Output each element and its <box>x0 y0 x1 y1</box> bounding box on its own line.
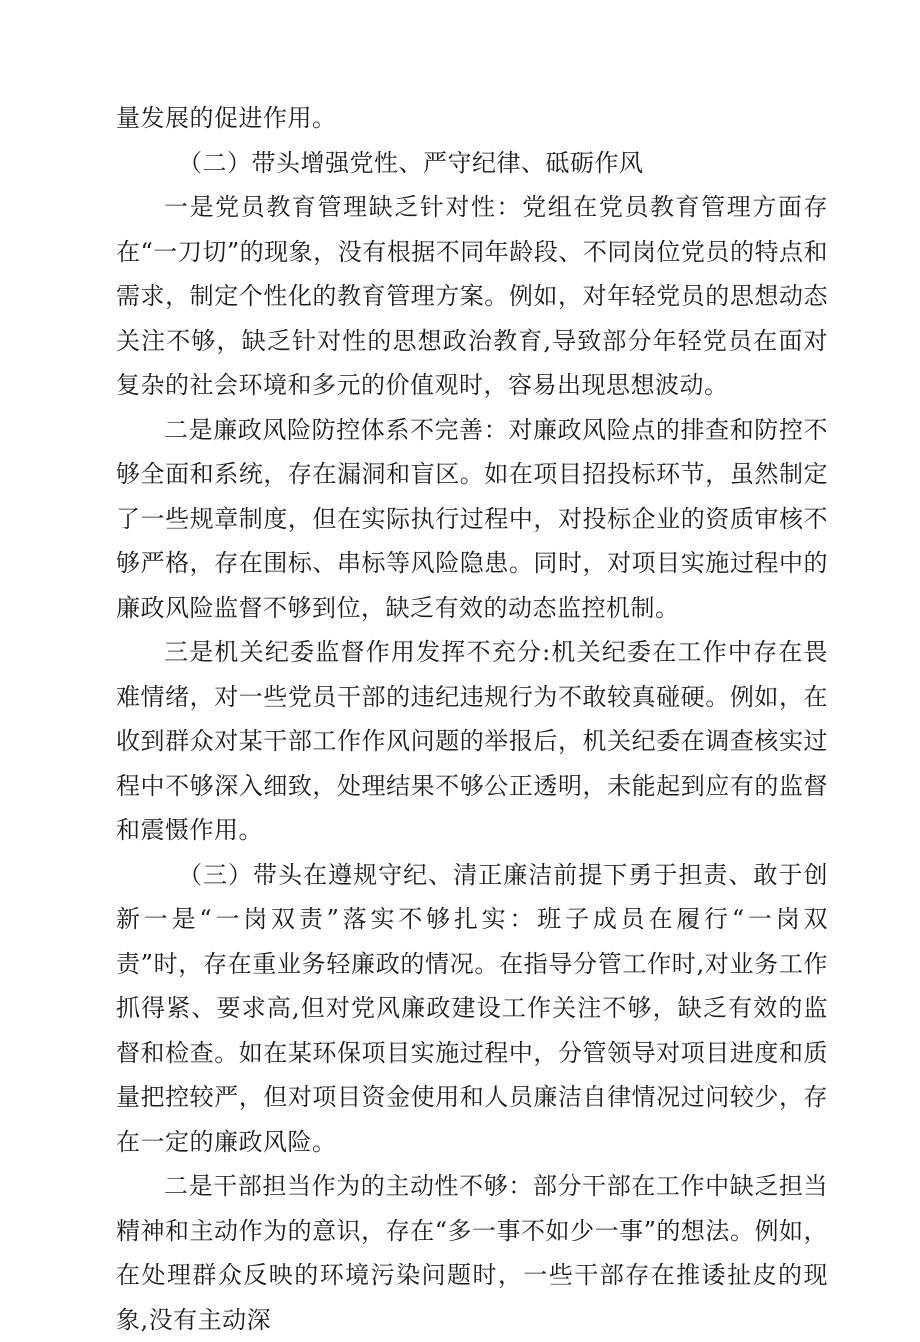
paragraph-risk-control: 二是廉政风险防控体系不完善：对廉政风险点的排查和防控不够全面和系统，存在漏洞和盲区。如在项目招投标环节，虽然制定了一些规章制度，但在实际执行过程中，对投标企业的资质审核不够严格，存在围标、串标等风险隐患。同时，对项目实施过程中的廉政风险监督不够到位，缺乏有效的动态监控机制。 <box>116 415 828 622</box>
paragraph-initiative: 二是干部担当作为的主动性不够：部分干部在工作中缺乏担当精神和主动作为的意识，存在“多一事不如少一事”的想法。例如，在处理群众反映的环境污染问题时，一些干部存在推诿扯皮的现象,没有主动深 <box>116 1172 828 1334</box>
paragraph-continuation: 量发展的促进作用。 <box>116 104 337 132</box>
paragraph-party-education: 一是党员教育管理缺乏针对性：党组在党员教育管理方面存在“一刀切”的现象，没有根据不同年龄段、不同岗位党员的特点和需求，制定个性化的教育管理方案。例如，对年轻党员的思想动态关注不够，缺乏针对性的思想政治教育,导致部分年轻党员在面对复杂的社会环境和多元的价值观时，容易出现思想波动。 <box>116 193 828 399</box>
section-heading-3-with-paragraph: （三）带头在遵规守纪、清正廉洁前提下勇于担责、敢于创新一是“一岗双责”落实不够扎实：班子成员在履行“一岗双责”时，存在重业务轻廉政的情况。在指导分管工作时,对业务工作抓得紧、要求高,但对党风廉政建设工作关注不够，缺乏有效的监督和检查。如在某环保项目实施过程中，分管领导对项目进度和质量把控较严，但对项目资金使用和人员廉洁自律情况过问较少，存在一定的廉政风险。 <box>116 860 828 1156</box>
paragraph-discipline-supervision: 三是机关纪委监督作用发挥不充分:机关纪委在工作中存在畏难情绪，对一些党员干部的违纪违规行为不敢较真碰硬。例如，在收到群众对某干部工作作风问题的举报后，机关纪委在调查核实过程中不够深入细致，处理结果不够公正透明，未能起到应有的监督和震慑作用。 <box>116 638 828 844</box>
section-heading-2: （二）带头增强党性、严守纪律、砥砺作风 <box>178 148 644 177</box>
document-body <box>116 96 828 1342</box>
